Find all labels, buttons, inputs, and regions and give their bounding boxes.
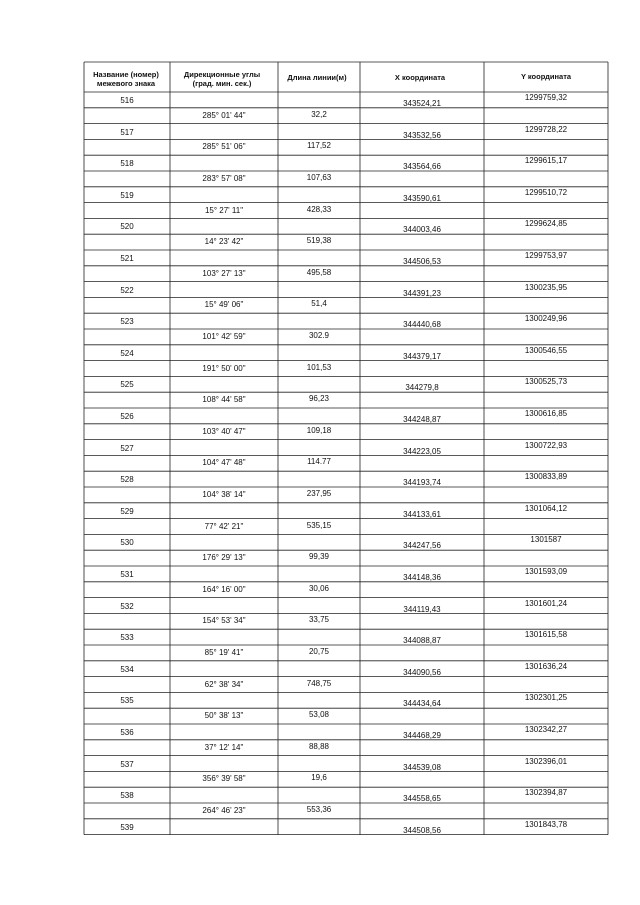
header-name: Название (номер) межевого знака	[93, 70, 159, 88]
point-name: 523	[120, 317, 134, 327]
point-x: 343524,21	[403, 98, 441, 108]
point-name: 529	[120, 506, 134, 516]
segment-angle: 15° 27' 11"	[204, 205, 244, 215]
segment-length: 237,95	[306, 488, 332, 498]
point-y: 1299753,97	[524, 250, 568, 260]
point-name: 524	[120, 348, 134, 358]
point-x: 344247,56	[403, 541, 441, 551]
segment-angle: 77° 42' 21"	[204, 521, 244, 531]
point-name: 536	[120, 727, 134, 737]
segment-length: 535,15	[306, 520, 332, 530]
segment-angle: 356° 39' 58"	[202, 774, 246, 784]
point-x: 344088,87	[403, 636, 441, 646]
point-y: 1301601,24	[524, 598, 568, 608]
point-x: 344508,56	[403, 825, 441, 835]
point-name: 521	[120, 253, 134, 263]
segment-length: 30,06	[308, 583, 330, 593]
point-name: 528	[120, 475, 134, 485]
point-name: 516	[120, 95, 134, 105]
point-x: 344248,87	[403, 414, 441, 424]
point-y: 1301636,24	[524, 661, 568, 671]
segment-angle: 154° 53' 34"	[202, 616, 246, 626]
point-name: 537	[120, 759, 134, 769]
segment-length: 96,23	[308, 394, 330, 404]
point-y: 1301615,58	[524, 630, 568, 640]
segment-angle: 101° 42' 59"	[202, 331, 246, 341]
point-y: 1300546,55	[524, 345, 568, 355]
segment-length: 88,88	[308, 741, 330, 751]
point-x: 344223,05	[403, 446, 441, 456]
point-x: 344003,46	[403, 225, 441, 235]
point-x: 343532,56	[403, 130, 441, 140]
segment-length: 553,36	[306, 804, 332, 814]
point-y: 1300525,73	[524, 377, 568, 387]
point-name: 517	[120, 127, 134, 137]
point-name: 531	[120, 569, 134, 579]
point-name: 532	[120, 601, 134, 611]
segment-length: 748,75	[306, 678, 332, 688]
point-name: 535	[120, 696, 134, 706]
segment-length: 20,75	[308, 646, 330, 656]
point-y: 1300616,85	[524, 408, 568, 418]
segment-length: 19,6	[311, 773, 327, 783]
point-name: 522	[120, 285, 134, 295]
segment-length: 428,33	[306, 204, 332, 214]
point-name: 519	[120, 190, 134, 200]
point-x: 344468,29	[403, 730, 441, 740]
point-y: 1302396,01	[524, 756, 568, 766]
point-y: 1299510,72	[524, 187, 568, 197]
point-name: 518	[120, 159, 134, 169]
segment-length: 302.9	[308, 330, 330, 340]
point-y: 1300833,89	[524, 472, 568, 482]
segment-length: 33,75	[308, 615, 330, 625]
point-x: 344090,56	[403, 667, 441, 677]
segment-angle: 285° 51' 06"	[202, 142, 246, 152]
point-y: 1302394,87	[524, 788, 568, 798]
point-x: 344506,53	[403, 256, 441, 266]
header-y: Y координата	[520, 72, 572, 81]
segment-angle: 108° 44' 58"	[202, 395, 246, 405]
segment-angle: 103° 40' 47"	[202, 426, 246, 436]
segment-length: 109,18	[306, 425, 332, 435]
point-y: 1299759,32	[524, 92, 568, 102]
point-name: 526	[120, 411, 134, 421]
point-name: 534	[120, 664, 134, 674]
segment-angle: 164° 16' 00"	[202, 584, 246, 594]
point-y: 1302342,27	[524, 724, 568, 734]
segment-angle: 37° 12' 14"	[204, 742, 244, 752]
point-y: 1300235,95	[524, 282, 568, 292]
point-x: 344193,74	[403, 478, 441, 488]
segment-angle: 176° 29' 13"	[202, 553, 246, 563]
segment-length: 114.77	[307, 457, 331, 467]
header-angle: Дирекционные углы (град. мин. сек.)	[183, 70, 261, 88]
segment-angle: 62° 38' 34"	[204, 679, 244, 689]
segment-length: 32,2	[311, 109, 327, 119]
point-y: 1301843,78	[524, 819, 568, 829]
header-length: Длина линии(м)	[287, 73, 347, 82]
point-x: 344391,23	[403, 288, 441, 298]
point-y: 1301587	[530, 535, 562, 545]
point-x: 344440,68	[403, 320, 441, 330]
segment-length: 519,38	[306, 236, 332, 246]
segment-length: 51,4	[311, 299, 327, 309]
point-x: 344148,36	[403, 572, 441, 582]
point-x: 344279,8	[405, 383, 439, 393]
point-x: 344379,17	[403, 351, 441, 361]
point-y: 1300722,93	[524, 440, 568, 450]
point-y: 1299615,17	[524, 156, 568, 166]
point-x: 343590,61	[403, 193, 441, 203]
point-y: 1301064,12	[524, 503, 568, 513]
point-x: 343564,66	[403, 162, 441, 172]
point-y: 1299624,85	[524, 219, 568, 229]
segment-angle: 104° 38' 14"	[202, 489, 246, 499]
point-name: 533	[120, 633, 134, 643]
point-name: 520	[120, 222, 134, 232]
point-name: 530	[120, 538, 134, 548]
segment-angle: 283° 57' 08"	[202, 173, 246, 183]
point-y: 1299728,22	[524, 124, 568, 134]
point-name: 527	[120, 443, 134, 453]
point-y: 1302301,25	[524, 693, 568, 703]
segment-angle: 285° 01' 44"	[202, 110, 246, 120]
segment-length: 53,08	[308, 710, 330, 720]
segment-angle: 15° 49' 06"	[204, 300, 244, 310]
segment-angle: 264° 46' 23"	[202, 805, 246, 815]
point-x: 344558,65	[403, 794, 441, 804]
header-x: X координата	[394, 73, 446, 82]
point-name: 539	[120, 822, 134, 832]
point-x: 344539,08	[403, 762, 441, 772]
point-y: 1300249,96	[524, 314, 568, 324]
segment-length: 495,58	[306, 267, 332, 277]
point-x: 344434,64	[403, 699, 441, 709]
segment-angle: 191° 50' 00"	[202, 363, 246, 373]
segment-angle: 85° 19' 41"	[204, 647, 244, 657]
point-y: 1301593,09	[524, 566, 568, 576]
segment-angle: 104° 47' 48"	[202, 458, 246, 468]
segment-length: 99,39	[308, 552, 330, 562]
segment-angle: 14° 23' 42"	[204, 237, 244, 247]
segment-length: 117,52	[307, 141, 331, 151]
segment-length: 107,63	[306, 172, 332, 182]
segment-length: 101,53	[306, 362, 332, 372]
point-name: 525	[120, 380, 134, 390]
segment-angle: 50° 38' 13"	[204, 711, 244, 721]
point-x: 344133,61	[403, 509, 441, 519]
point-name: 538	[120, 791, 134, 801]
point-x: 344119,43	[403, 604, 441, 614]
segment-angle: 103° 27' 13"	[202, 268, 246, 278]
